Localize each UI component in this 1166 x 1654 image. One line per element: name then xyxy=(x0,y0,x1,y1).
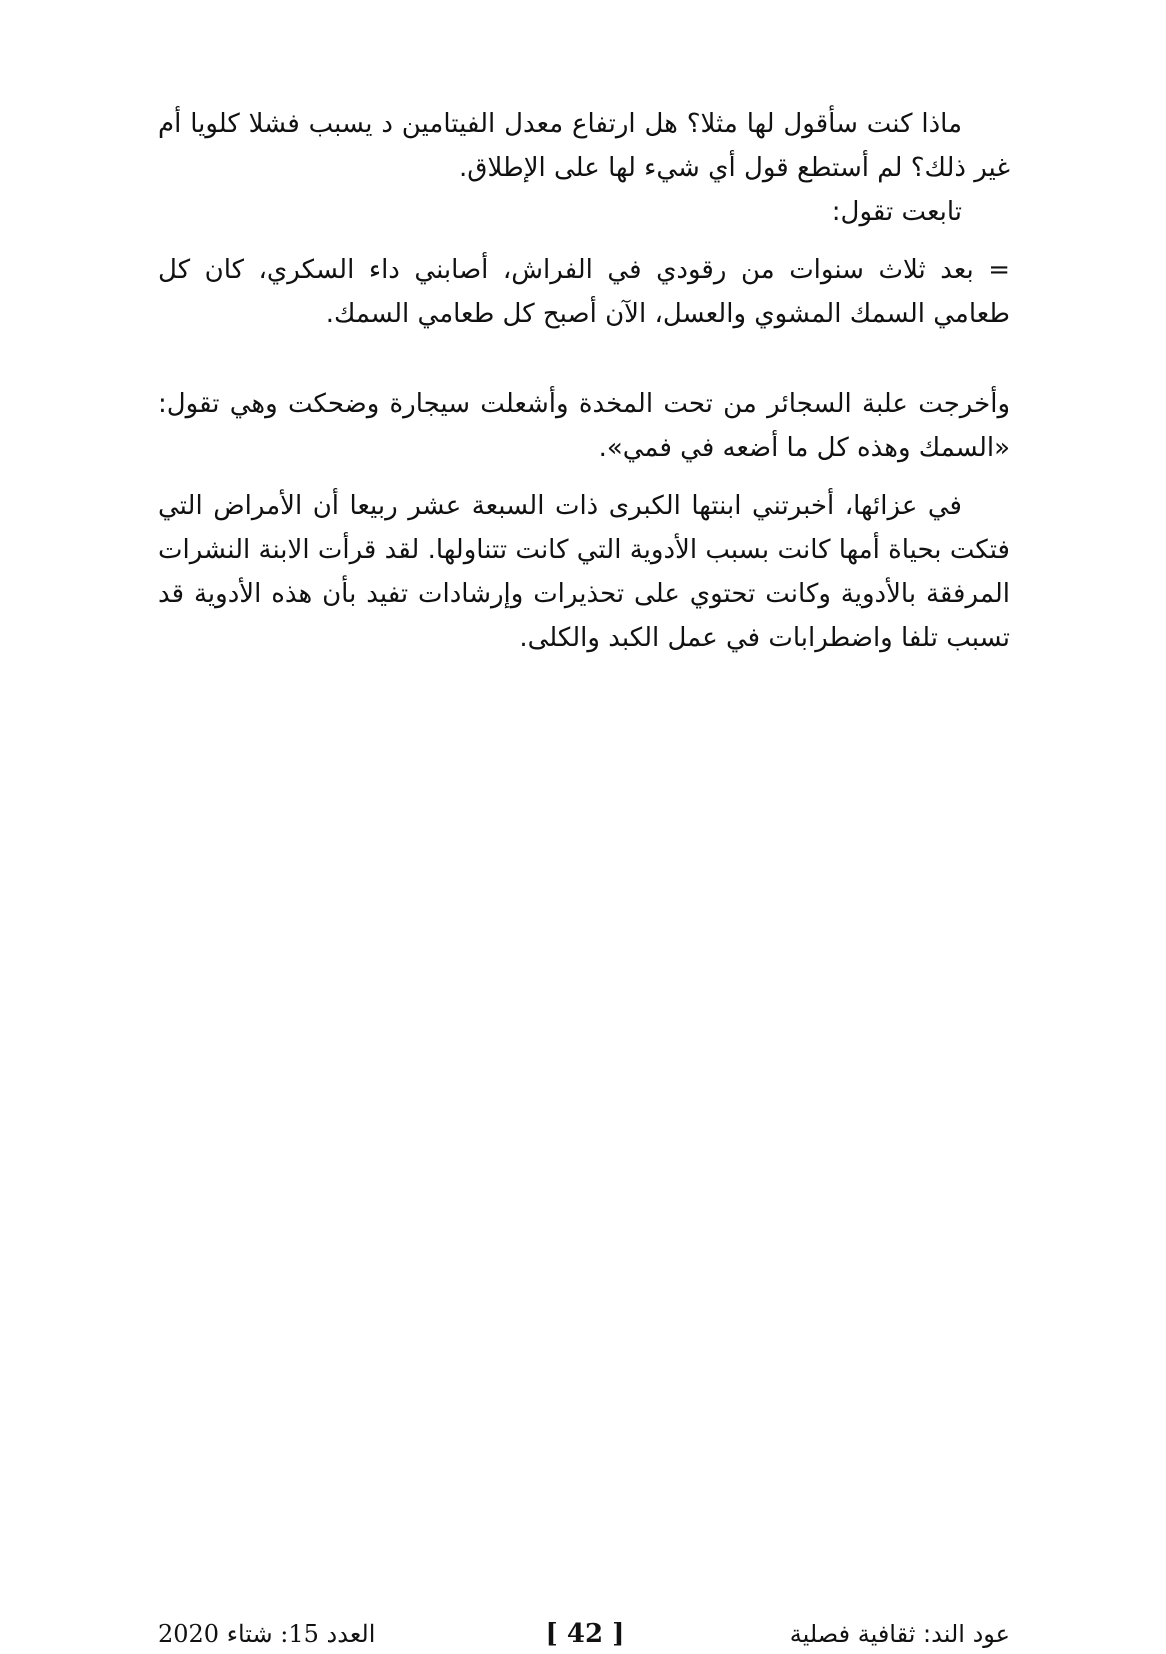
paragraph-question: ماذا كنت سأقول لها مثلا؟ هل ارتفاع معدل الفيتامين د يسبب فشلا كلويا أم غير ذلك؟ لم أستطع قول أي شيء لها على الإطلاق. xyxy=(158,109,1010,183)
paragraph-dialogue: = بعد ثلاث سنوات من رقودي في الفراش، أصابني داء السكري، كان كل طعامي السمك المشوي والعسل، الآن أصبح كل طعامي السمك. xyxy=(158,255,1010,329)
page-number: [ 42 ] xyxy=(545,1619,625,1649)
paragraph-funeral: في عزائها، أخبرتني ابنتها الكبرى ذات السبعة عشر ربيعا أن الأمراض التي فتكت بحياة أمها كانت بسبب الأدوية التي كانت تتناولها. لقد قرأت الابنة النشرات المرفقة بالأدوية وكانت تحتوي على تحذيرات وإرشادات تفيد بأن هذه الأدوية قد تسبب تلفا واضطرابات في عمل الكبد والكلى. xyxy=(158,491,1010,653)
issue-info: العدد 15: شتاء 2020 xyxy=(158,1620,376,1648)
paragraph-continued: تابعت تقول: xyxy=(831,197,962,227)
page-footer xyxy=(158,1616,1010,1652)
paragraph-cigarette: وأخرجت علبة السجائر من تحت المخدة وأشعلت سيجارة وضحكت وهي تقول: «السمك وهذه كل ما أضعه في فمي». xyxy=(158,389,1010,463)
article-body xyxy=(158,102,1010,660)
journal-title: عود الند: ثقافية فصلية xyxy=(789,1620,1010,1648)
